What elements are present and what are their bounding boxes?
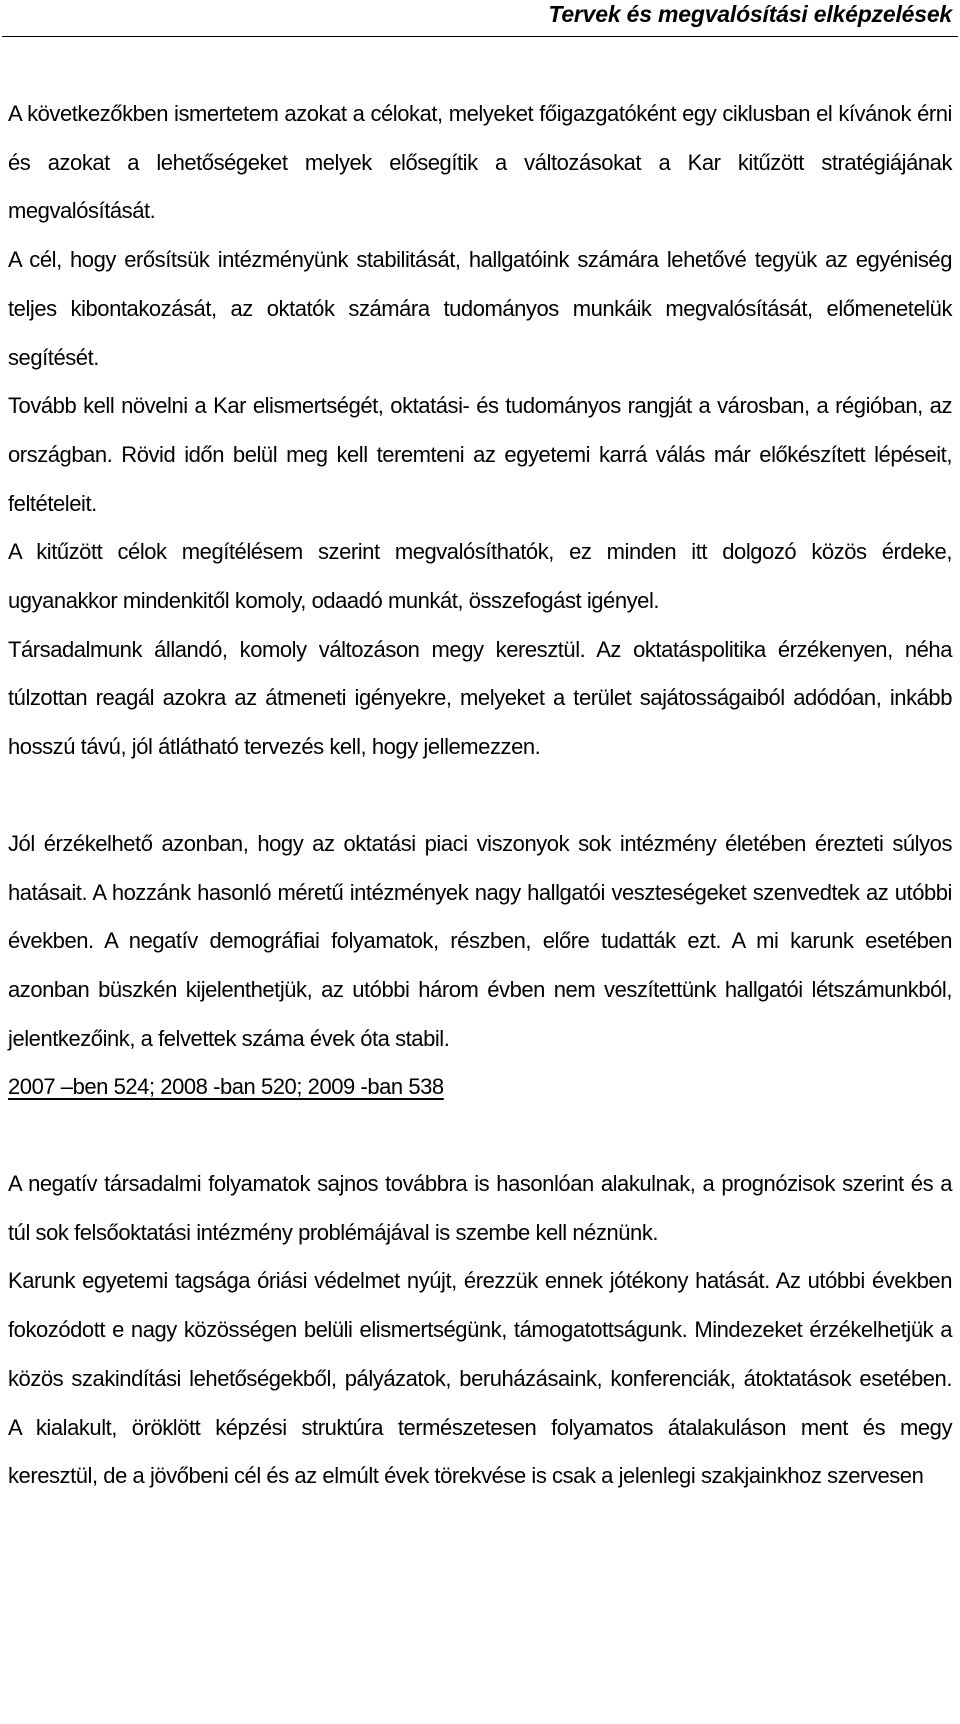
paragraph-intro: A következőkben ismertetem azokat a célokat, melyeket főigazgatóként egy ciklusban el kívánok érni és azokat a lehetőségeket melyek elősegítik a változásokat a Kar kitűzött stratégiájának megvalósítását. xyxy=(8,101,952,224)
paragraph-market: Jól érzékelhető azonban, hogy az oktatási piaci viszonyok sok intézmény életében érezteti súlyos hatásait. A hozzánk hasonló méretű intézmények nagy hallgatói veszteségeket szenvedtek az utóbbi években. A negatív demográfiai folyamatok, részben, előre tudatták ezt. A mi karunk esetében azonban büszkén kijelenthetjük, az utóbbi három évben nem veszítettünk hallgatói létszámunkból, jelentkezőink, a felvettek száma évek óta stabil. xyxy=(8,830,952,1051)
paragraph-recognition: Tovább kell növelni a Kar elismertségét, oktatási- és tudományos rangját a városban, a régióban, az országban. Rövid időn belül meg kell teremteni az egyetemi karrá válás már előkészített lépéseit, feltételeit. xyxy=(8,393,952,516)
document-body xyxy=(8,90,952,1501)
paragraph-gap xyxy=(8,1112,952,1160)
paragraph-enrollment-figures xyxy=(8,1063,952,1112)
paragraph-society: Társadalmunk állandó, komoly változáson megy keresztül. Az oktatáspolitika érzékenyen, néha túlzottan reagál azokra az átmeneti igényekre, melyeket a terület sajátosságaiból adódóan, inkább hosszú távú, jól átlátható tervezés kell, hogy jellemezzen. xyxy=(8,636,952,760)
enrollment-figures-text: 2007 –ben 524; 2008 -ban 520; 2009 -ban 538 xyxy=(8,1074,444,1100)
page-header-title: Tervek és megvalósítási elképzelések xyxy=(548,1,952,27)
paragraph-university-membership: Karunk egyetemi tagsága óriási védelmet nyújt, érezzük ennek jótékony hatását. Az utóbbi években fokozódott e nagy közösségen belüli elismertségünk, támogatottságunk. Mindezeket érzékelhetjük a közös szakindítási lehetőségekből, pályázatok, beruházásaink, konferenciák, átoktatások esetében. A kialakult, öröklött képzési struktúra természetesen folyamatos átalakuláson ment és megy keresztül, de a jövőbeni cél és az elmúlt évek törekvése is csak a jelenlegi szakjainkhoz szervesen xyxy=(8,1268,952,1489)
header-divider xyxy=(2,36,958,37)
paragraph-feasibility: A kitűzött célok megítélésem szerint megvalósíthatók, ez minden itt dolgozó közös érdeke, ugyanakkor mindenkitől komoly, odaadó munkát, összefogást igényel. xyxy=(8,539,952,614)
paragraph-gap xyxy=(8,772,952,820)
paragraph-negative-trends: A negatív társadalmi folyamatok sajnos továbbra is hasonlóan alakulnak, a prognózisok szerint és a túl sok felsőoktatási intézmény problémájával is szembe kell néznünk. xyxy=(8,1171,952,1245)
paragraph-goal: A cél, hogy erősítsük intézményünk stabilitását, hallgatóink számára lehetővé tegyük az egyéniség teljes kibontakozását, az oktatók számára tudományos munkáik megvalósítását, előmenetelük segítését. xyxy=(8,247,952,370)
